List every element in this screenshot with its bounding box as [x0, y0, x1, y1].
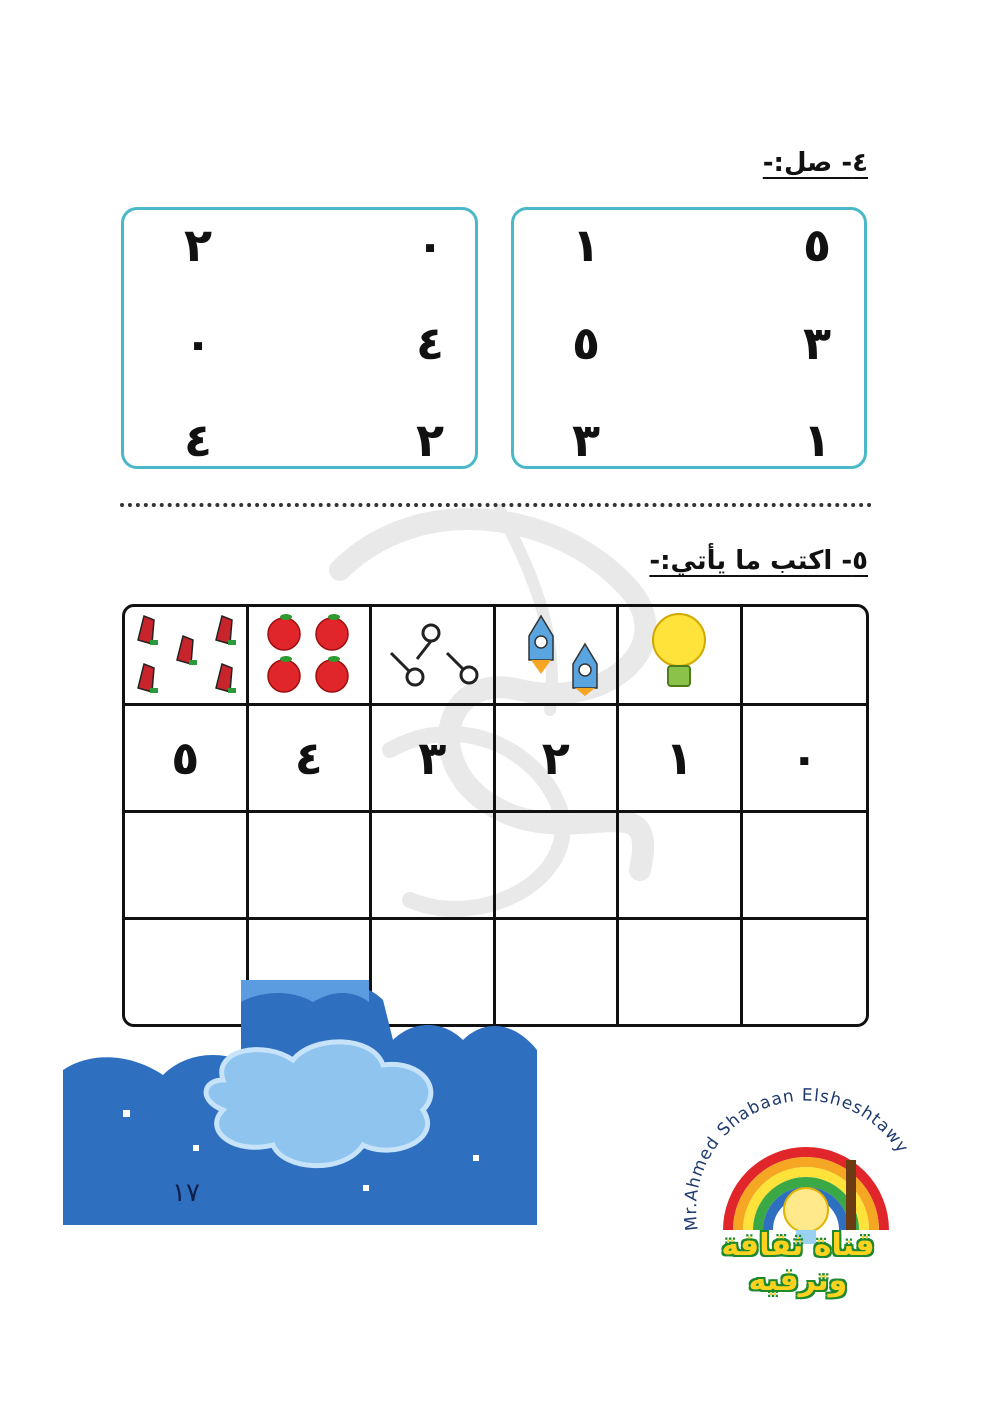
picture-cell-empty — [743, 607, 867, 706]
number-cell: ٤ — [249, 706, 373, 813]
picture-cell-parrots — [125, 607, 249, 706]
picture-cell-lightbulb — [619, 607, 743, 706]
page-number: ١٧ — [172, 1178, 200, 1208]
answer-cell[interactable] — [125, 813, 249, 920]
answer-cell[interactable] — [496, 813, 620, 920]
logo-arc-text: Mr.Ahmed Shabaan Elsheshtawy — [681, 1085, 913, 1232]
match-number: ١ — [802, 413, 832, 467]
number-cell: ١ — [619, 706, 743, 813]
match-number: ٤ — [183, 413, 213, 467]
parrot-icon — [130, 610, 240, 696]
dotted-divider — [120, 503, 872, 507]
section5-heading: ٥- اكتب ما يأتي:- — [649, 546, 868, 576]
rocket-icon — [501, 610, 611, 696]
match-number: ٥ — [802, 218, 832, 272]
picture-cell-keys — [372, 607, 496, 706]
match-number: ٤ — [415, 316, 445, 370]
answer-cell[interactable] — [619, 813, 743, 920]
match-number: ٢ — [415, 413, 445, 467]
answer-cell[interactable] — [619, 920, 743, 1024]
match-number: ٠ — [183, 316, 213, 370]
match-number: ٣ — [571, 413, 601, 467]
answer-cell[interactable] — [249, 813, 373, 920]
answer-cell[interactable] — [372, 813, 496, 920]
match-number: ٥ — [571, 316, 601, 370]
picture-cell-apples — [249, 607, 373, 706]
key-icon — [377, 613, 487, 693]
number-cell: ٣ — [372, 706, 496, 813]
number-cell: ٠ — [743, 706, 867, 813]
match-number: ٢ — [183, 218, 213, 272]
section4-heading: ٤- صل:- — [762, 148, 868, 178]
answer-cell[interactable] — [743, 920, 867, 1024]
counting-table — [122, 604, 869, 1027]
sea-cloud-illustration — [63, 980, 537, 1225]
picture-cell-rockets — [496, 607, 620, 706]
apple-icon — [264, 610, 354, 696]
lightbulb-icon — [644, 610, 714, 696]
match-number: ٠ — [415, 218, 445, 272]
number-cell: ٢ — [496, 706, 620, 813]
match-number: ٣ — [802, 316, 832, 370]
logo-channel-text: قناة ثقافة وترفيه — [721, 1228, 875, 1298]
number-cell: ٥ — [125, 706, 249, 813]
answer-cell[interactable] — [743, 813, 867, 920]
match-number: ١ — [571, 218, 601, 272]
